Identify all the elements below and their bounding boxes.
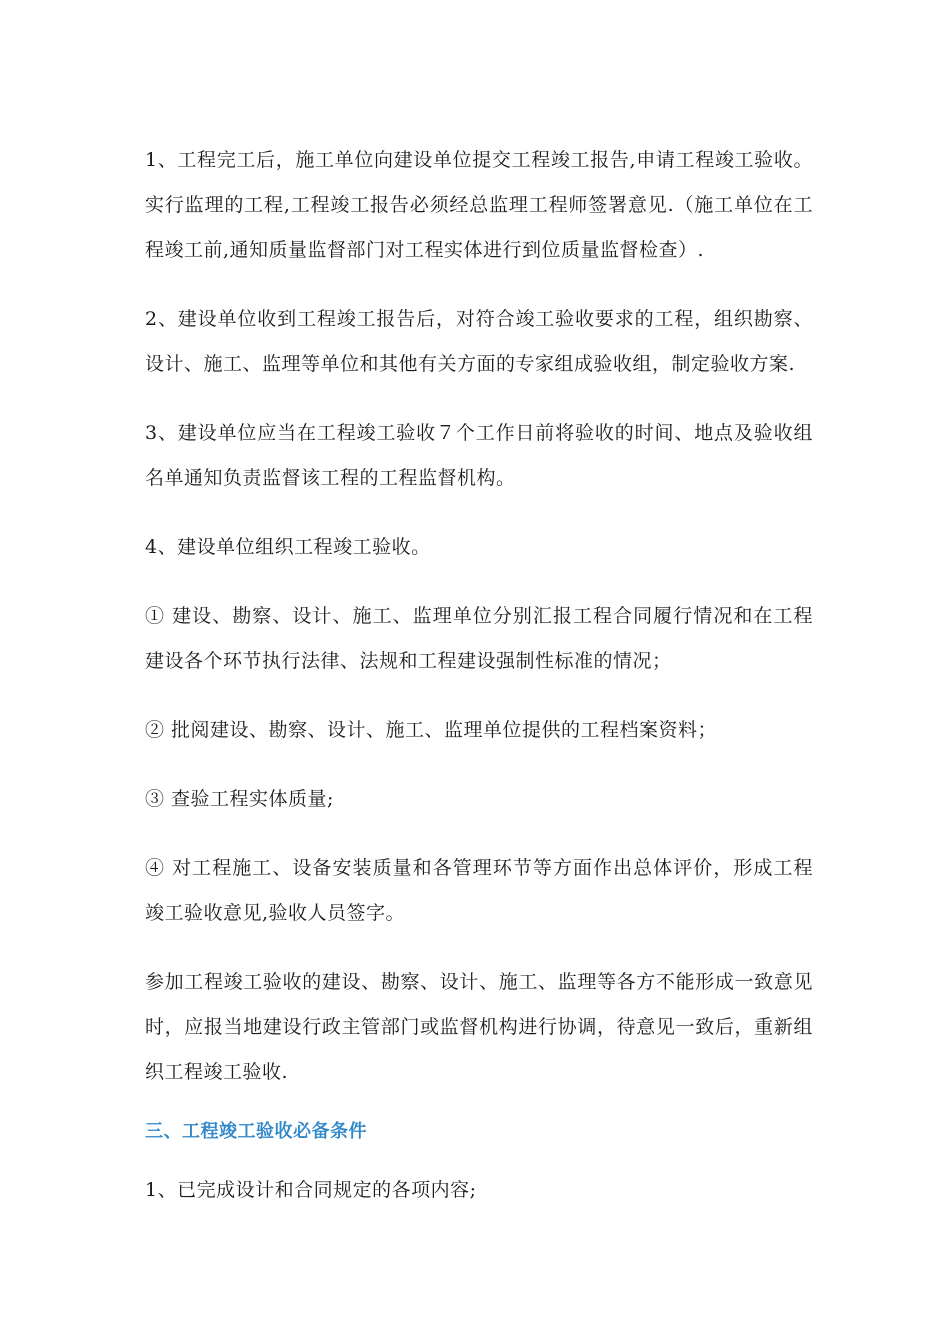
document-body — [145, 138, 813, 1213]
section-heading: 三、工程竣工验收必备条件 — [145, 1121, 367, 1142]
paragraph-item-1: ① 建设、勘察、设计、施工、监理单位分别汇报工程合同履行情况和在工程建设各个环节执行法律、法规和工程建设强制性标准的情况； — [145, 605, 813, 672]
paragraph-condition-1: 1、已完成设计和合同规定的各项内容; — [145, 1179, 477, 1201]
paragraph-item-4: ④ 对工程施工、设备安装质量和各管理环节等方面作出总体评价，形成工程竣工验收意见,验收人员签字。 — [145, 857, 813, 924]
paragraph-item-2: ② 批阅建设、勘察、设计、施工、监理单位提供的工程档案资料； — [145, 719, 718, 741]
paragraph-disagreement: 参加工程竣工验收的建设、勘察、设计、施工、监理等各方不能形成一致意见时，应报当地建设行政主管部门或监督机构进行协调，待意见一致后，重新组织工程竣工验收. — [145, 971, 813, 1083]
paragraph-item-3: ③ 查验工程实体质量; — [145, 788, 334, 810]
paragraph-step-4: 4、建设单位组织工程竣工验收。 — [145, 536, 431, 558]
paragraph-step-1: 1、工程完工后，施工单位向建设单位提交工程竣工报告,申请工程竣工验收。实行监理的工程,工程竣工报告必须经总监理工程师签署意见.（施工单位在工程竣工前,通知质量监督部门对工程实体进行到位质量监督检查）. — [145, 149, 813, 261]
paragraph-step-2: 2、建设单位收到工程竣工报告后，对符合竣工验收要求的工程，组织勘察、设计、施工、监理等单位和其他有关方面的专家组成验收组，制定验收方案. — [145, 308, 813, 375]
paragraph-step-3: 3、建设单位应当在工程竣工验收７个工作日前将验收的时间、地点及验收组名单通知负责监督该工程的工程监督机构。 — [145, 422, 813, 489]
